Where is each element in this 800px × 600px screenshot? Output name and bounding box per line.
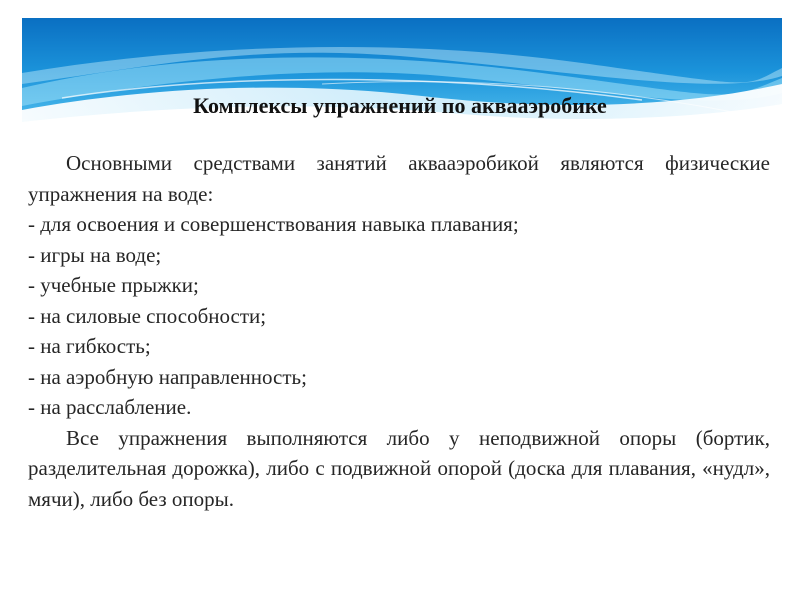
exercise-list (28, 209, 770, 423)
list-item: - игры на воде; (28, 242, 162, 267)
list-item: - на расслабление. (28, 395, 192, 419)
list-item: - для освоения и совершенствования навыка плавания; (28, 212, 519, 236)
list-item: - на силовые способности; (28, 303, 267, 328)
list-item: - на гибкость; (28, 334, 151, 358)
slide-title: Комплексы упражнений по аквааэробике (193, 93, 607, 118)
list-item: - на аэробную направленность; (28, 364, 307, 389)
list-item: - учебные прыжки; (28, 273, 199, 297)
closing-paragraph: Все упражнения выполняются либо у неподвижной опоры (бортик, разделительная дорожка), либо с подвижной опорой (доска для плавания, «нудл», мячи), либо без опоры. (28, 425, 770, 511)
slide-body (28, 148, 770, 514)
intro-paragraph: Основными средствами занятий аквааэробикой являются физические упражнения на воде: (28, 151, 770, 206)
